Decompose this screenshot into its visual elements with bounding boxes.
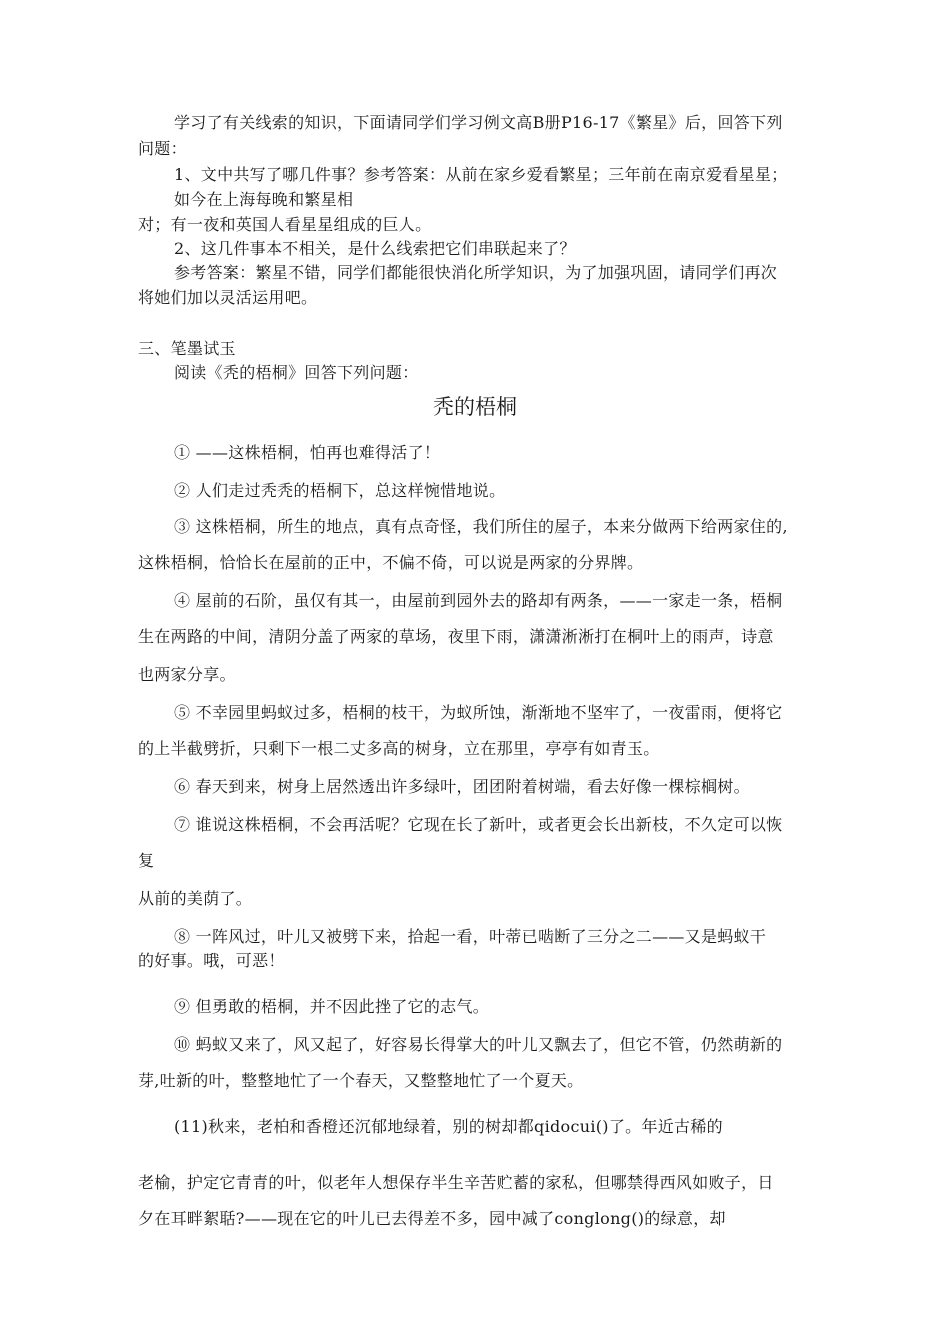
question-1-continued: 如今在上海每晚和繁星相 <box>174 190 354 209</box>
section-heading: 三、笔墨试玉 <box>138 339 236 358</box>
paragraph-5-continued: 的上半截劈折，只剩下一根二丈多高的树身，立在那里，亭亭有如青玉。 <box>138 739 660 758</box>
intro-line: 学习了有关线索的知识，下面请同学们学习例文高B册P16-17《繁星》后，回答下列 <box>174 113 783 132</box>
paragraph-5: ⑤ 不幸园里蚂蚁过多，梧桐的枝干，为蚁所蚀，渐渐地不坚牢了，一夜雷雨，便将它 <box>174 703 783 722</box>
question-2: 2、这几件事本不相关，是什么线索把它们串联起来了？ <box>174 239 576 258</box>
paragraph-6: ⑥ 春天到来，树身上居然透出许多绿叶，团团附着树端，看去好像一棵棕榈树。 <box>174 777 750 796</box>
article-title: 秃的梧桐 <box>433 395 517 419</box>
paragraph-2: ② 人们走过秃秃的梧桐下，总这样惋惜地说。 <box>174 481 506 500</box>
paragraph-1: ① ——这株梧桐，怕再也难得活了！ <box>174 443 441 462</box>
paragraph-10: ⑩ 蚂蚁又来了，风又起了，好容易长得掌大的叶儿又飘去了，但它不管，仍然萌新的 <box>174 1035 783 1054</box>
paragraph-11: (11)秋来，老柏和香橙还沉郁地绿着，别的树却都qidocui()了。年近古稀的 <box>174 1117 723 1136</box>
answer-2: 参考答案：繁星不错，同学们都能很快消化所学知识，为了加强巩固，请同学们再次 <box>174 263 778 282</box>
paragraph-9: ⑨ 但勇敢的梧桐，并不因此挫了它的志气。 <box>174 997 490 1016</box>
paragraph-8: ⑧ 一阵风过，叶儿又被劈下来，拾起一看，叶蒂已啮断了三分之二——又是蚂蚁干 <box>174 927 767 946</box>
answer-2-continued: 将她们加以灵活运用吧。 <box>138 288 318 307</box>
paragraph-7: ⑦ 谁说这株梧桐，不会再活呢？它现在长了新叶，或者更会长出新枝，不久定可以恢 <box>174 815 783 834</box>
intro-line: 问题： <box>138 139 187 158</box>
section-prompt: 阅读《秃的梧桐》回答下列问题： <box>174 363 419 382</box>
paragraph-10-continued: 芽,吐新的叶，整整地忙了一个春天，又整整地忙了一个夏天。 <box>138 1071 584 1090</box>
paragraph-3-continued: 这株梧桐，恰恰长在屋前的正中，不偏不倚，可以说是两家的分界牌。 <box>138 553 644 572</box>
paragraph-4: ④ 屋前的石阶，虽仅有其一，由屋前到园外去的路却有两条，——一家走一条，梧桐 <box>174 591 783 610</box>
question-1-continued: 对；有一夜和英国人看星星组成的巨人。 <box>138 215 432 234</box>
question-1: 1、文中共写了哪几件事？参考答案：从前在家乡爱看繁星；三年前在南京爱看星星； <box>174 165 788 184</box>
paragraph-7-continued: 复 <box>138 851 155 870</box>
paragraph-4-continued: 也两家分享。 <box>138 665 236 684</box>
paragraph-3: ③ 这株梧桐，所生的地点，真有点奇怪，我们所住的屋子，本来分做两下给两家住的, <box>174 517 788 536</box>
paragraph-11-continued: 老榆，护定它青青的叶，似老年人想保存半生辛苦贮蓄的家私，但哪禁得西风如败子，日 <box>138 1173 774 1192</box>
paragraph-8-continued: 的好事。哦，可恶！ <box>138 951 285 970</box>
paragraph-11-continued: 夕在耳畔絮聒?——现在它的叶儿已去得差不多，园中减了conglong()的绿意，却 <box>138 1209 726 1228</box>
paragraph-4-continued: 生在两路的中间，清阴分盖了两家的草场，夜里下雨，潇潇淅淅打在桐叶上的雨声，诗意 <box>138 627 774 646</box>
paragraph-7-continued: 从前的美荫了。 <box>138 889 253 908</box>
